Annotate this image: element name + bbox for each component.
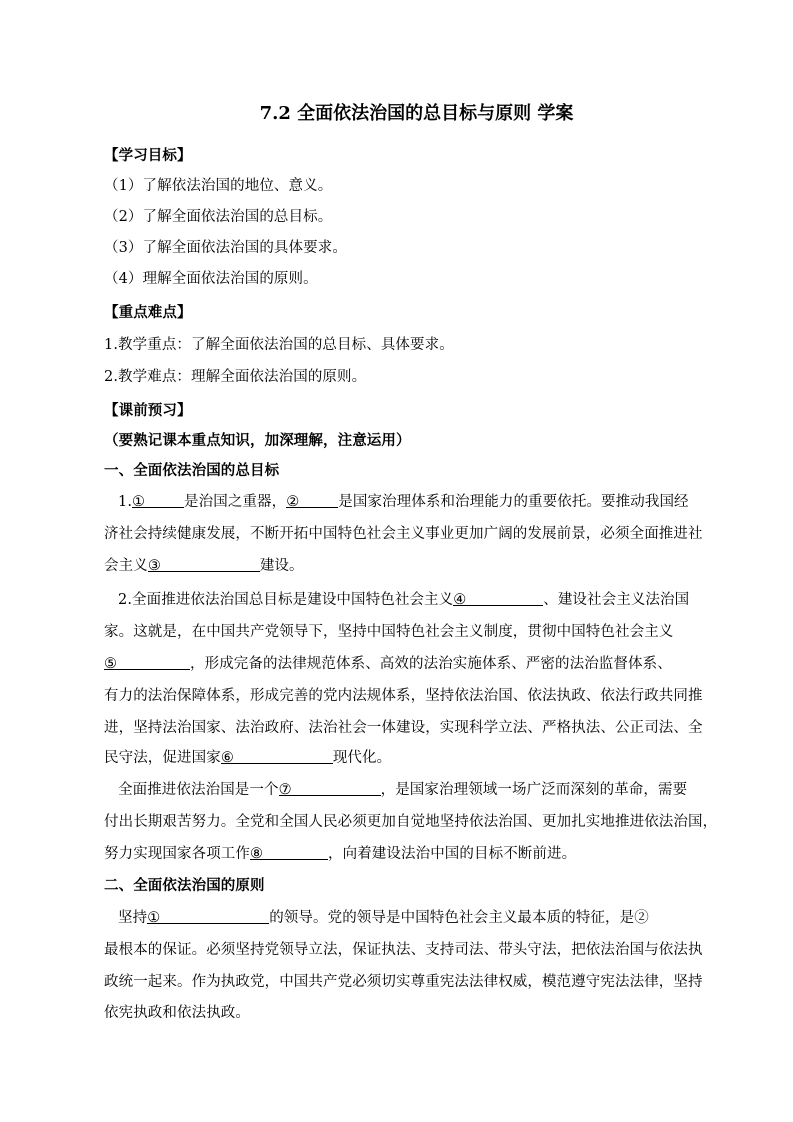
paragraph3-line3 [104,844,576,864]
paragraph4-line2: 最根本的保证。必须坚持党领导立法，保证执法、支持司法、带头守法，把依法治国与依法执 [104,942,703,958]
paragraph-text: 坚持 [118,910,148,926]
keypoint-item: 2.教学难点：理解全面依法治国的原则。 [104,369,367,385]
paragraph-text: 现代化。 [332,750,392,766]
paragraph1-line2: 济社会持续健康发展，不断开拓中国特色社会主义事业更加广阔的发展前景，必须全面推进社 [104,526,703,542]
paragraph3-line2: 付出长期艰苦努力。全党和全国人民必须更加自觉地坚持依法治国、更加扎实地推进依法治国， [104,814,718,830]
blank-number: ⑦ [278,782,292,798]
fill-blank-8 [250,844,328,860]
blank-number: ⑤ [104,656,118,672]
paragraph-text: 是国家治理体系和治理能力的重要依托。要推动我国经 [338,494,689,510]
paragraph-text: 民守法，促进国家 [104,750,221,766]
paragraph-text: 是治国之重器， [184,494,287,510]
paragraph-text: 会主义 [104,558,148,574]
preview-note: （要熟记课本重点知识，加深理解，注意运用） [104,432,411,449]
section1-heading: 一、全面依法治国的总目标 [104,462,280,479]
paragraph1-line3 [104,556,304,576]
paragraph4-line1 [118,908,649,928]
document-title: 7.2 全面依法治国的总目标与原则 学案 [259,103,574,124]
objective-item: （4）理解全面依法治国的原则。 [104,271,318,287]
paragraph2-line4: 有力的法治保障体系，形成完善的党内法规体系，坚持依法治国、依法执政、依法行政共同推 [104,688,703,704]
fill-blank-5 [104,654,190,670]
paragraph3-line1 [118,780,687,800]
blank-number: ④ [453,592,467,608]
objective-item: （2）了解全面依法治国的总目标。 [104,209,333,225]
blank-number: ① [147,910,161,926]
fill-blank-3 [148,556,260,572]
paragraph-text: 、建设社会主义法治国 [543,592,690,608]
paragraph-text: ，形成完备的法律规范体系、高效的法治实施体系、严密的法治监督体系、 [190,656,672,672]
preview-heading: 【课前预习】 [104,402,192,419]
objectives-heading: 【学习目标】 [104,147,192,164]
blank-number: ① [132,494,146,510]
paragraph4-line4: 依宪执政和依法执政。 [104,1005,250,1021]
blank-number: ③ [147,558,161,574]
paragraph-text: ，向着建设法治中国的目标不断前进。 [328,846,577,862]
paragraph4-line3: 政统一起来。作为执政党，中国共产党必须切实尊重宪法法律权威，模范遵守宪法法律，坚持 [104,974,703,990]
objective-item: （1）了解依法治国的地位、意义。 [104,178,333,194]
paragraph-text: 1. [118,494,133,510]
section2-heading: 二、全面依法治国的原则 [104,877,265,894]
fill-blank-p4-2: ② [634,910,649,926]
paragraph-text: 全面推进依法治国是一个 [118,782,279,798]
keypoints-heading: 【重点难点】 [104,304,192,321]
paragraph2-line2: 家。这就是，在中国共产党领导下，坚持中国特色社会主义制度，贯彻中国特色社会主义 [104,624,674,640]
keypoint-item: 1.教学重点：了解全面依法治国的总目标、具体要求。 [104,337,454,353]
fill-blank-6 [221,748,333,764]
paragraph2-line3 [104,654,672,674]
blank-number: ② [286,494,300,510]
objective-item: （3）了解全面依法治国的具体要求。 [104,240,347,256]
paragraph1-line1 [118,492,689,512]
paragraph-text: 2.全面推进依法治国总目标是建设中国特色社会主义 [118,592,454,608]
paragraph2-line1 [118,590,689,610]
fill-blank-1 [132,492,184,508]
paragraph-text: 的领导。党的领导是中国特色社会主义最本质的特征，是 [269,910,635,926]
fill-blank-7 [279,780,381,796]
paragraph2-line6 [104,748,391,768]
paragraph-text: 建设。 [259,558,304,574]
fill-blank-p4-1 [147,908,269,924]
blank-number: ⑧ [250,846,264,862]
paragraph-text: ，是国家治理领域一场广泛而深刻的革命，需要 [380,782,688,798]
fill-blank-4 [453,590,543,606]
fill-blank-2 [286,492,338,508]
blank-number: ⑥ [220,750,234,766]
paragraph2-line5: 进，坚持法治国家、法治政府、法治社会一体建设，实现科学立法、严格执法、公正司法、全 [104,720,703,736]
paragraph-text: 努力实现国家各项工作 [104,846,250,862]
